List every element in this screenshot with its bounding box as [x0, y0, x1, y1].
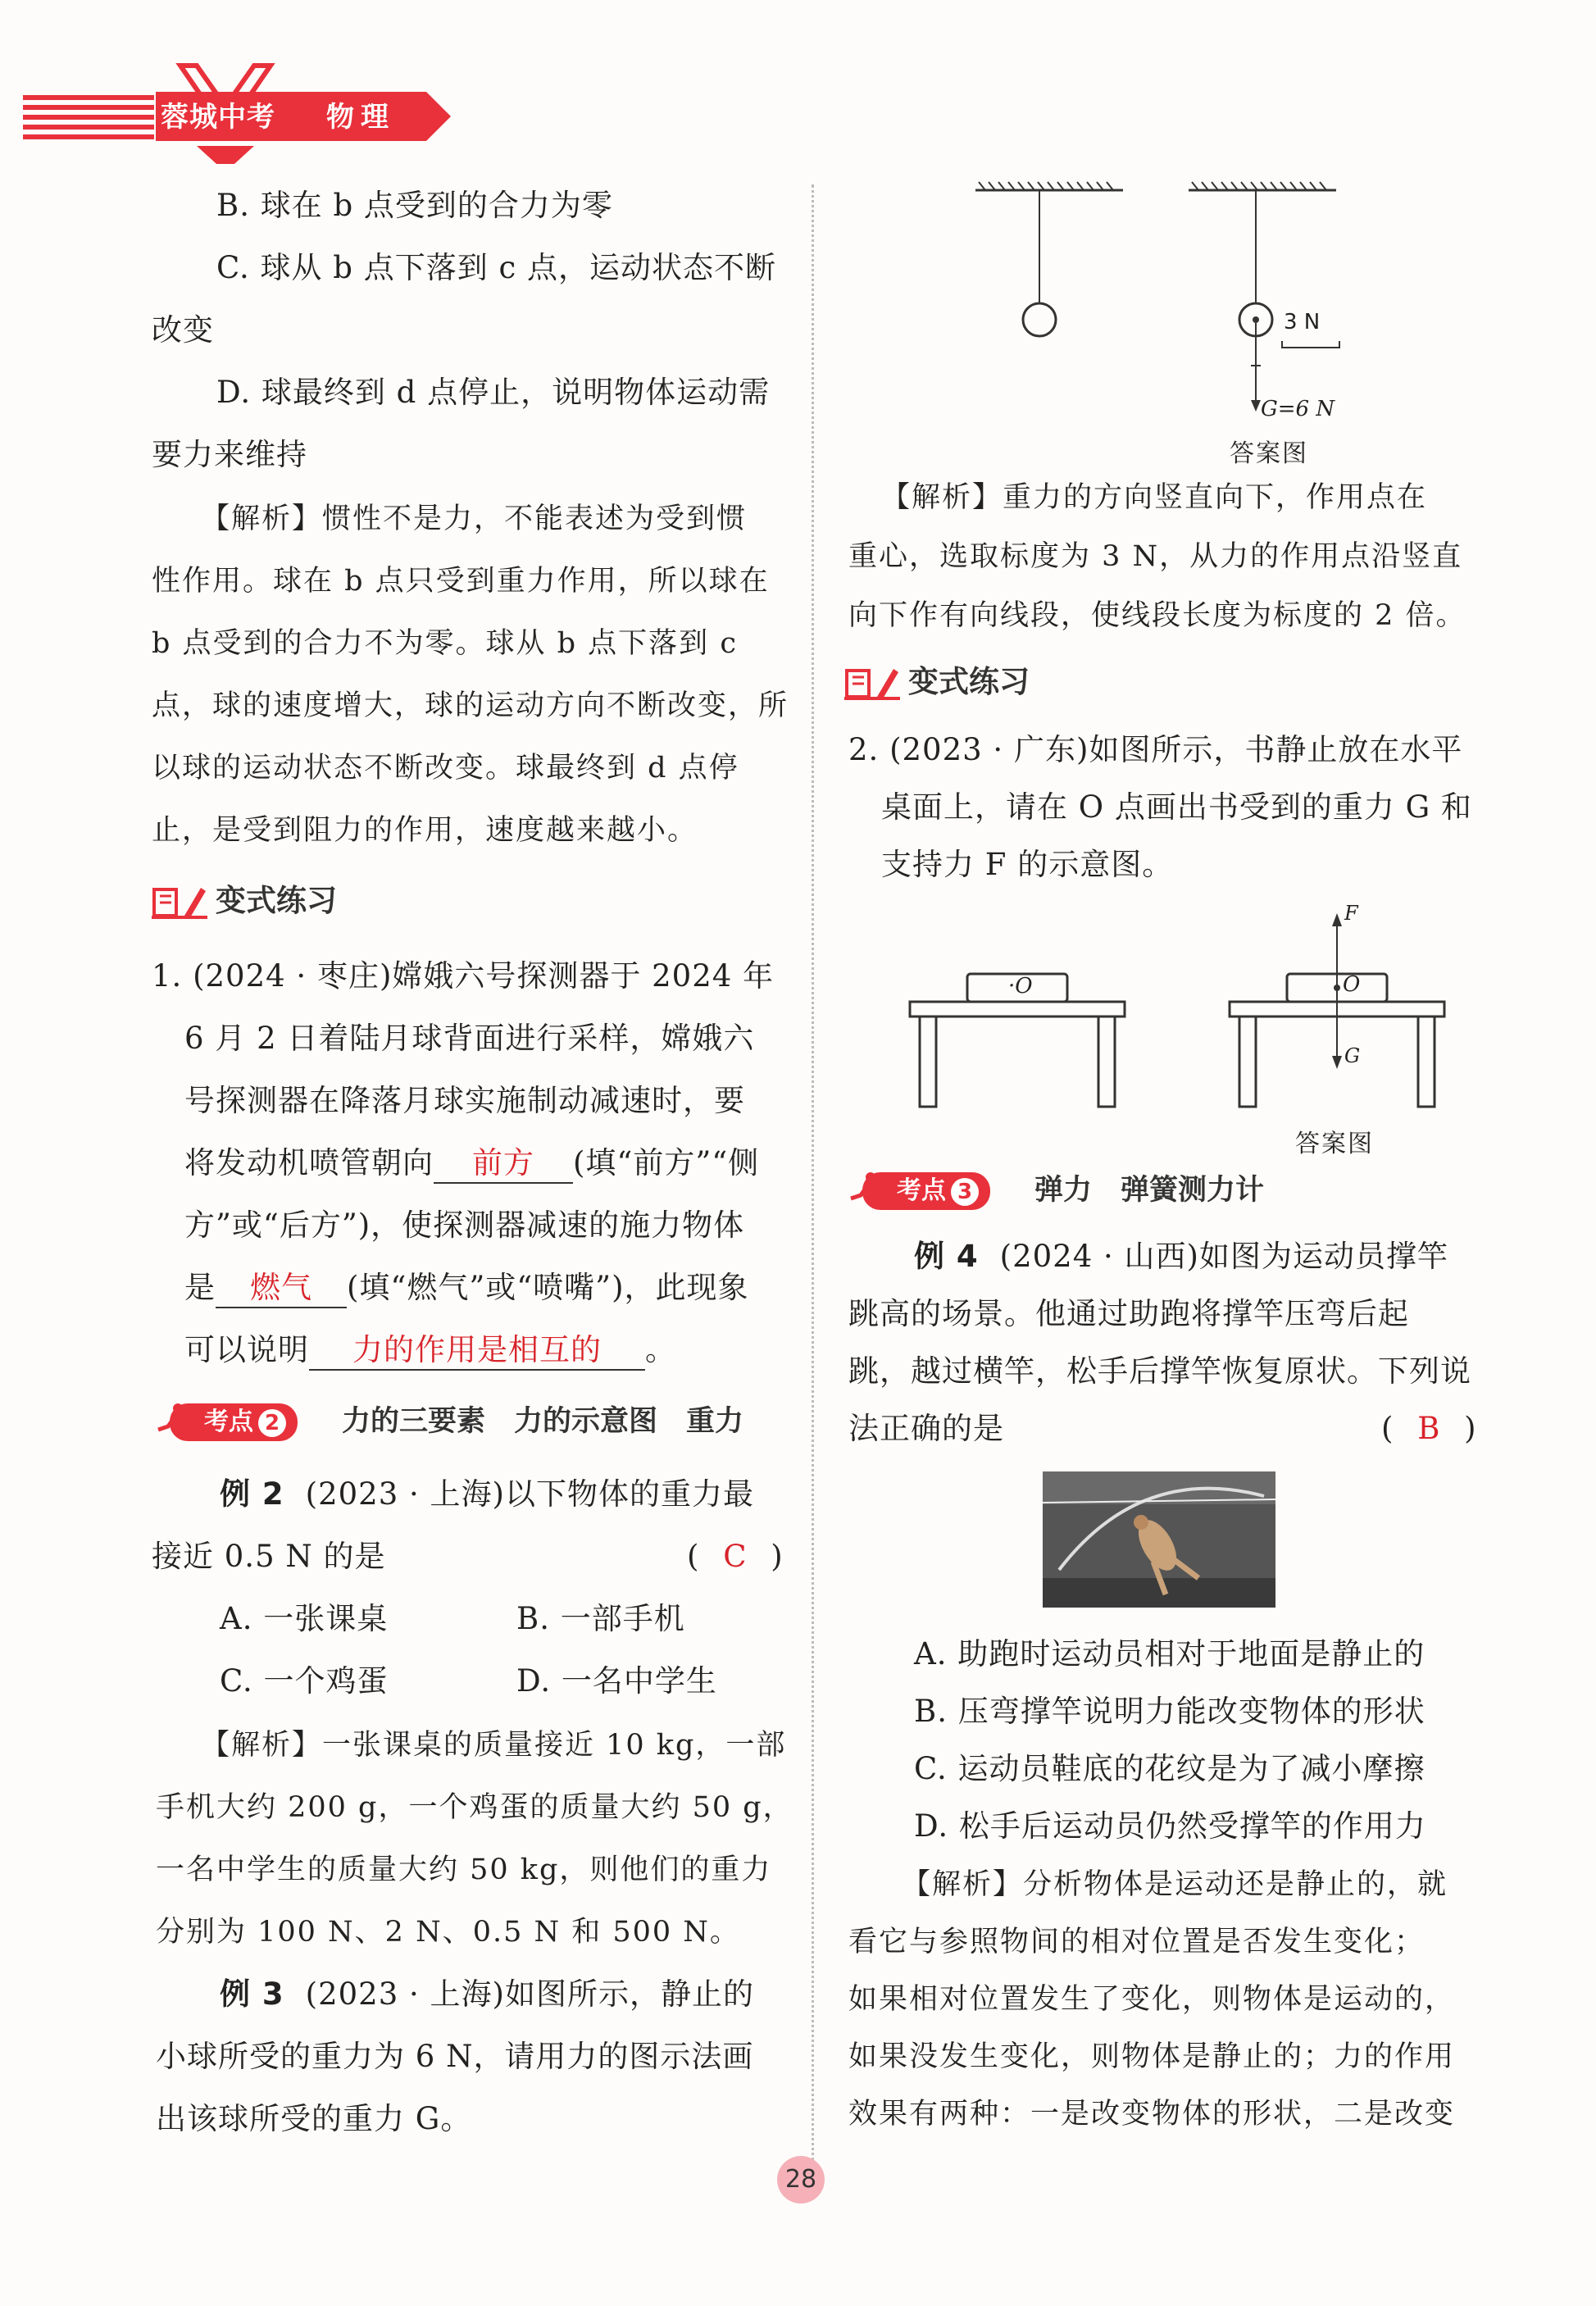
- ex2-analysis-line: 分别为 100 N、2 N、0.5 N 和 500 N。: [156, 1916, 740, 1949]
- q2-line1: 2. (2023 · 广东)如图所示，书静止放在水平: [848, 732, 1463, 767]
- answer-blank-3: 力的作用是相互的: [309, 1331, 645, 1371]
- ex4-analysis-line: 效果有两种：一是改变物体的形状，二是改变: [848, 2098, 1456, 2131]
- q2-line3: 支持力 F 的示意图。: [881, 847, 1174, 882]
- analysis-line: b 点受到的合力不为零。球从 b 点下落到 c: [152, 627, 738, 660]
- scale-label: 3 N: [1284, 310, 1321, 334]
- ex4-option-c: C. 运动员鞋底的花纹是为了减小摩擦: [914, 1751, 1425, 1786]
- ex4-answer: ( B ): [1381, 1411, 1477, 1446]
- ex4-text: (2024 · 山西)如图为运动员撑竿: [999, 1239, 1448, 1274]
- ex3-text: (2023 · 上海)如图所示，静止的: [305, 1976, 754, 2012]
- topic-badge-label: 考点: [204, 1408, 253, 1436]
- ex2-answer: ( C ): [687, 1539, 784, 1574]
- q1-line2: 6 月 2 日着陆月球背面进行采样，嫦娥六: [184, 1021, 755, 1056]
- o-point-label: ·O: [1008, 974, 1033, 998]
- book-table-diagram: [902, 902, 1476, 1123]
- variant-title: 变式练习: [216, 883, 337, 918]
- topic-badge: [170, 1403, 298, 1441]
- ex4-analysis-line: 看它与参照物间的相对位置是否发生变化；: [848, 1926, 1425, 1958]
- q1-text: (填“燃气”或“喷嘴”)，此现象: [347, 1270, 749, 1305]
- o-point-label-answer: O: [1343, 972, 1361, 997]
- ex3-line3: 出该球所受的重力 G。: [156, 2101, 472, 2136]
- topic-number: 3: [951, 1178, 979, 1206]
- analysis-3-line: 【解析】重力的方向竖直向下，作用点在: [881, 481, 1428, 514]
- ex4-line3: 跳，越过横竿，松手后撑竿恢复原状。下列说: [848, 1353, 1471, 1389]
- book-pen-icon: [152, 883, 209, 919]
- header: [0, 49, 459, 164]
- topic-badge: [862, 1172, 990, 1210]
- option-c-line2: 改变: [152, 312, 214, 348]
- q1-text: 可以说明: [184, 1332, 309, 1367]
- ex4-line2: 跳高的场景。他通过助跑将撑竿压弯后起: [848, 1296, 1409, 1331]
- answer-blank-2: 燃气: [216, 1269, 347, 1308]
- ex2-analysis-line: 【解析】一张课桌的质量接近 10 kg，一部: [201, 1729, 787, 1762]
- analysis-line: 以球的运动状态不断改变。球最终到 d 点停: [152, 752, 739, 785]
- pole-vault-image: [1043, 1471, 1275, 1608]
- ex4-option-a: A. 助跑时运动员相对于地面是静止的: [914, 1636, 1425, 1672]
- q1-line7: [184, 1331, 676, 1371]
- figure-caption: 答案图: [1230, 439, 1308, 468]
- subject-label: 物理: [326, 101, 395, 134]
- topic-title: 弹力 弹簧测力计: [1034, 1174, 1265, 1207]
- support-force-label: F: [1344, 902, 1358, 925]
- ex2-text: (2023 · 上海)以下物体的重力最: [305, 1476, 754, 1512]
- analysis-3-line: 重心，选取标度为 3 N，从力的作用点沿竖直: [848, 540, 1463, 573]
- option-b: B. 球在 b 点受到的合力为零: [216, 188, 613, 223]
- topic-badge-label: 考点: [897, 1176, 946, 1205]
- ex2-analysis-line: 一名中学生的质量大约 50 kg，则他们的重力: [156, 1853, 772, 1886]
- q2-line2: 桌面上，请在 O 点画出书受到的重力 G 和: [881, 789, 1472, 825]
- ex2-option-a: A. 一张课桌: [220, 1601, 389, 1636]
- ex2-analysis-line: 手机大约 200 g，一个鸡蛋的质量大约 50 g，: [156, 1791, 793, 1824]
- q1-text: (填“前方”“侧: [573, 1145, 760, 1180]
- q1-line4: [184, 1144, 759, 1184]
- ex4-answer-letter: B: [1417, 1411, 1441, 1446]
- figure-book-table: [902, 902, 1476, 1164]
- ex3-line1: [220, 1976, 754, 2013]
- analysis-line: 点，球的速度增大，球的运动方向不断改变，所: [152, 689, 789, 722]
- ex4-analysis-line: 【解析】分析物体是运动还是静止的，就: [902, 1868, 1448, 1901]
- q1-line1: 1. (2024 · 枣庄)嫦娥六号探测器于 2024 年: [152, 958, 775, 994]
- ex3-line2: 小球所受的重力为 6 N，请用力的图示法画: [156, 2039, 754, 2074]
- pole-vault-photo: [1043, 1471, 1275, 1608]
- ex2-line2: 接近 0.5 N 的是: [152, 1539, 386, 1574]
- q1-text: 。: [645, 1332, 676, 1367]
- book-pen-icon: [844, 664, 902, 700]
- ex4-line1: [914, 1238, 1448, 1276]
- topic-title: 力的三要素 力的示意图 重力: [342, 1405, 744, 1438]
- q1-text: 将发动机喷管朝向: [184, 1145, 434, 1180]
- analysis-line: 止，是受到阻力的作用，速度越来越小。: [152, 814, 698, 847]
- ex4-analysis-line: 如果相对位置发生了变化，则物体是运动的，: [848, 1983, 1456, 2016]
- column-divider: [812, 184, 814, 2176]
- option-c-line1: C. 球从 b 点下落到 c 点，运动状态不断: [216, 250, 776, 285]
- ex4-analysis-line: 如果没发生变化，则物体是静止的；力的作用: [848, 2040, 1456, 2073]
- figure-hanging-ball: [959, 180, 1385, 475]
- ex2-option-c: C. 一个鸡蛋: [220, 1663, 389, 1699]
- q1-line3: 号探测器在降落月球实施制动减速时，要: [184, 1083, 745, 1118]
- ex4-line4: 法正确的是: [848, 1411, 1004, 1446]
- ex4-option-b: B. 压弯撑竿说明力能改变物体的形状: [914, 1694, 1425, 1729]
- ex2-option-d: D. 一名中学生: [516, 1663, 717, 1699]
- ex2-answer-letter: C: [723, 1539, 748, 1574]
- ex3-label: 例 3: [220, 1976, 284, 2012]
- ex2-label: 例 2: [220, 1476, 284, 1512]
- page-number: 28: [777, 2156, 825, 2204]
- ex2-line1: [220, 1476, 754, 1513]
- figure-caption: 答案图: [1295, 1130, 1374, 1158]
- option-d-line2: 要力来维持: [152, 437, 307, 472]
- gravity-label: G: [1344, 1044, 1361, 1067]
- option-d-line1: D. 球最终到 d 点停止，说明物体运动需: [216, 375, 771, 410]
- analysis-line: 【解析】惯性不是力，不能表述为受到惯: [201, 503, 748, 535]
- q1-text: 是: [184, 1270, 216, 1305]
- analysis-line: 性作用。球在 b 点只受到重力作用，所以球在: [152, 565, 770, 598]
- brand-text: 蓉城中考: [161, 101, 275, 134]
- variant-title: 变式练习: [908, 664, 1030, 699]
- ex4-label: 例 4: [914, 1239, 979, 1274]
- q1-line5: 方”或“后方”)，使探测器减速的施力物体: [184, 1208, 745, 1243]
- q1-line6: [184, 1269, 749, 1308]
- topic-number: 2: [258, 1409, 286, 1437]
- ex2-option-b: B. 一部手机: [516, 1601, 685, 1636]
- ex4-option-d: D. 松手后运动员仍然受撑竿的作用力: [914, 1808, 1426, 1844]
- gravity-label: G=6 N: [1261, 397, 1335, 421]
- answer-blank-1: 前方: [434, 1144, 573, 1184]
- analysis-3-line: 向下作有向线段，使线段长度为标度的 2 倍。: [848, 599, 1466, 632]
